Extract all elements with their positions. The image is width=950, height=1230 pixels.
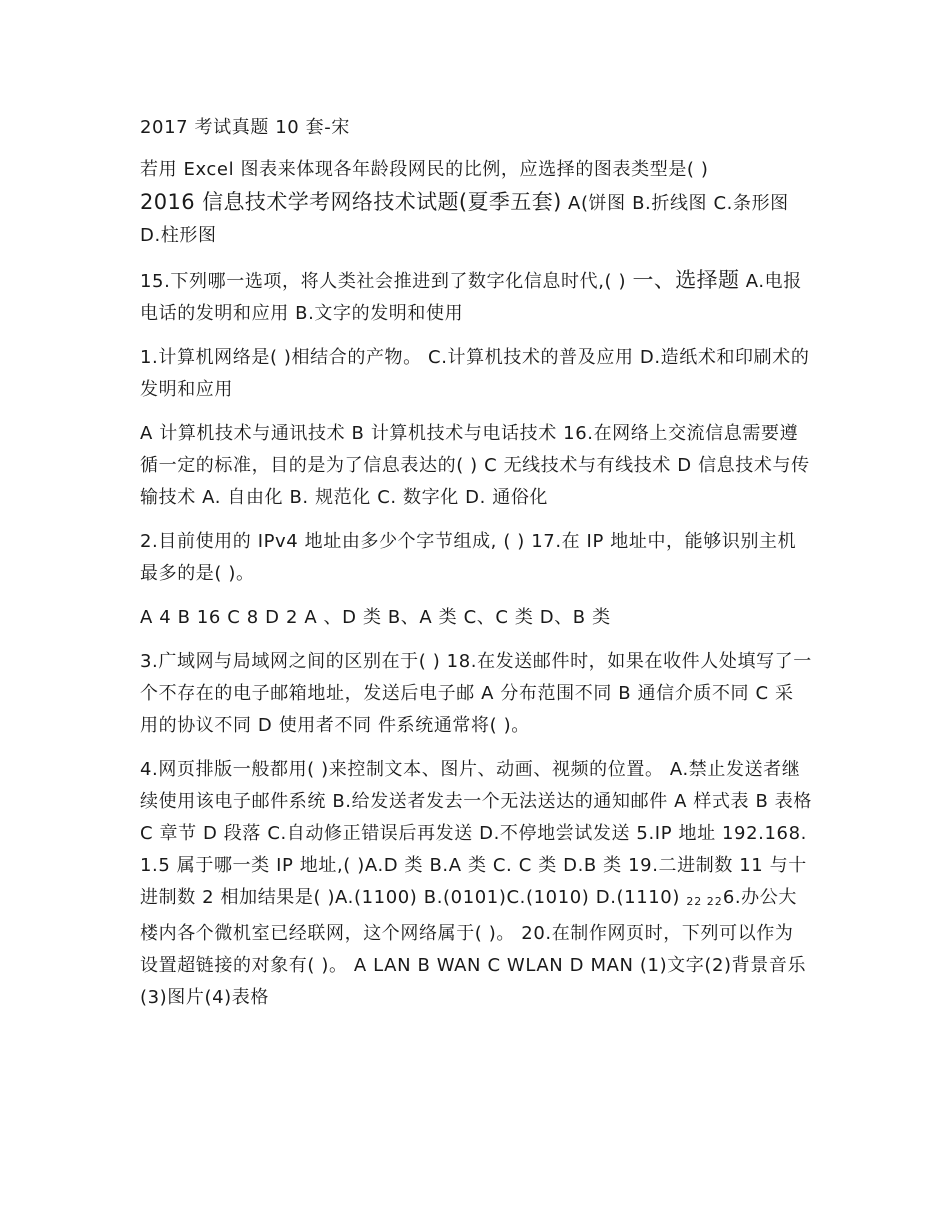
excel-chart-question-text: 若用 Excel 图表来体现各年龄段网民的比例，应选择的图表类型是( ) xyxy=(140,159,709,180)
options-paragraph-2-17: A 4 B 16 C 8 D 2 A 、D 类 B、A 类 C、C 类 D、B 类 xyxy=(140,607,611,628)
exam-heading-text: 2016 信息技术学考网络技术试题(夏季五套) xyxy=(140,190,562,214)
question-15-options-text: A.电报电话的发明和应用 B.文字的发明和使用 xyxy=(140,271,802,324)
binary-subscript-text: 22 22 xyxy=(686,895,723,908)
question-paragraph-3-18: 3.广域网与局域网之间的区别在于( ) 18.在发送邮件时，如果在收件人处填写了一个不存在的电子邮箱地址，发送后电子邮 A 分布范围不同 B 通信介质不同 C 采用的协议不同 D 使用者不同 件系统通常将( )。 xyxy=(140,651,812,736)
document-title: 2017 考试真题 10 套-宋 xyxy=(140,117,350,138)
question-paragraph-excel-chart xyxy=(140,154,812,252)
excel-chart-options-text: A(饼图 B.折线图 C.条形图 D.柱形图 xyxy=(140,193,789,246)
section-heading-choice: 一、选择题 xyxy=(632,268,740,292)
questions-4-5-19-text: 4.网页排版一般都用( )来控制文本、图片、动画、视频的位置。 A.禁止发送者继续使用该电子邮件系统 B.给发送者发去一个无法送达的通知邮件 A 样式表 B 表格 C 章节 D 段落 C.自动修正错误后再发送 D.不停地尝试发送 5.IP 地址 192.168.1.5 属于哪一类 IP 地址,( )A.D 类 B.A 类 C. C 类 D.B 类 19.二进制数 11 与十进制数 2 相加结果是( )A.(1100) B.(0101)C.(1010) D.(1110) xyxy=(140,759,812,908)
question-paragraph-15 xyxy=(140,264,812,330)
question-paragraph-16: A 计算机技术与通讯技术 B 计算机技术与电话技术 16.在网络上交流信息需要遵循一定的标准，目的是为了信息表达的( ) C 无线技术与有线技术 D 信息技术与传输技术 A. 自由化 B. 规范化 C. 数字化 D. 通俗化 xyxy=(140,423,810,508)
question-15-text: 15.下列哪一选项，将人类社会推进到了数字化信息时代,( ) xyxy=(140,271,633,292)
document-page xyxy=(140,112,812,1026)
question-paragraph-1: 1.计算机网络是( )相结合的产物。 C.计算机技术的普及应用 D.造纸术和印刷术的发明和应用 xyxy=(140,347,810,400)
question-paragraph-4-19-20 xyxy=(140,754,812,1014)
question-paragraph-2-17: 2.目前使用的 IPv4 地址由多少个字节组成, ( ) 17.在 IP 地址中，能够识别主机最多的是( )。 xyxy=(140,531,797,584)
questions-6-20-text: 6.办公大楼内各个微机室已经联网，这个网络属于( )。 20.在制作网页时，下列可以作为设置超链接的对象有( )。 A LAN B WAN C WLAN D MAN (1)文字(2)背景音乐(3)图片(4)表格 xyxy=(140,887,807,1008)
